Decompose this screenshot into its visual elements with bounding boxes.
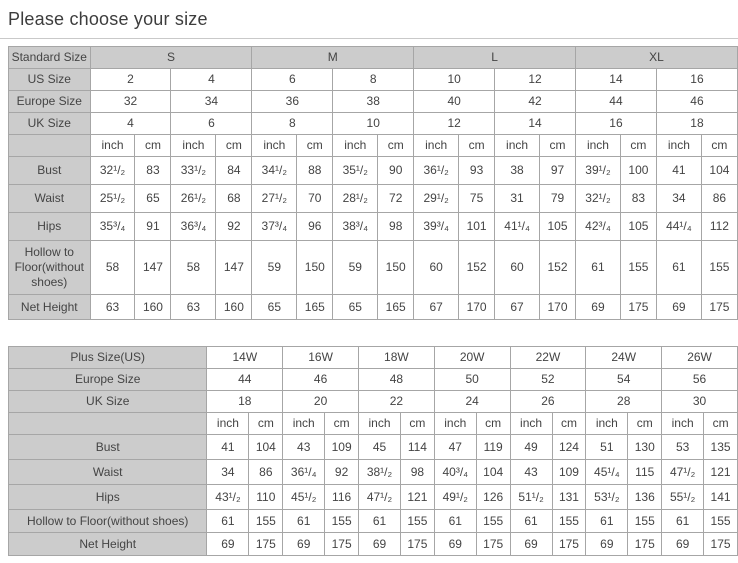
unit-cell: inch [495,135,540,157]
table-row [9,113,738,135]
row-label-cell: Net Height [9,533,207,556]
measurement-value-cell: 65 [135,185,171,213]
size-header-cell: 10 [333,113,414,135]
size-header-cell: 30 [662,391,738,413]
size-header-cell: 22W [510,347,586,369]
measurement-value-cell: 61 [434,510,476,533]
size-header-cell: 34 [171,91,252,113]
measurement-value-cell: 49 [510,435,552,460]
measurement-value-cell: 115 [628,460,662,485]
size-header-cell: 10 [414,69,495,91]
measurement-value-cell: 61 [510,510,552,533]
measurement-value-cell: 53 [662,435,704,460]
measurement-value-cell: 61 [207,510,249,533]
size-header-cell: 18W [358,347,434,369]
measurement-value-cell: 58 [90,241,135,295]
measurement-value-cell: 160 [135,295,171,320]
unit-cell: inch [586,413,628,435]
measurement-value-cell: 126 [476,485,510,510]
size-header-cell: 46 [283,369,359,391]
row-label-cell: Europe Size [9,91,91,113]
measurement-value-cell: 86 [701,185,737,213]
measurement-value-cell: 150 [378,241,414,295]
measurement-value-cell: 55¹/₂ [662,485,704,510]
measurement-value-cell: 47¹/₂ [358,485,400,510]
measurement-value-cell: 119 [476,435,510,460]
unit-cell: inch [656,135,701,157]
plus-size-table-body [9,347,738,556]
measurement-value-cell: 60 [495,241,540,295]
size-header-cell: 44 [207,369,283,391]
measurement-value-cell: 152 [540,241,576,295]
size-header-cell: 54 [586,369,662,391]
row-label-cell: Bust [9,435,207,460]
unit-cell: inch [171,135,216,157]
unit-cell: cm [620,135,656,157]
measurement-value-cell: 35¹/₂ [333,157,378,185]
measurement-value-cell: 175 [249,533,283,556]
table-row [9,185,738,213]
table-row [9,460,738,485]
measurement-value-cell: 104 [249,435,283,460]
measurement-value-cell: 155 [704,510,738,533]
size-header-cell: 14W [207,347,283,369]
size-header-cell: 16W [283,347,359,369]
measurement-value-cell: 41¹/₄ [495,213,540,241]
measurement-value-cell: 41 [656,157,701,185]
measurement-value-cell: 69 [586,533,628,556]
measurement-value-cell: 165 [297,295,333,320]
size-header-cell: 38 [333,91,414,113]
measurement-value-cell: 130 [628,435,662,460]
row-label-cell: Hollow to Floor(without shoes) [9,510,207,533]
measurement-value-cell: 39¹/₂ [576,157,621,185]
measurement-value-cell: 67 [414,295,459,320]
measurement-value-cell: 98 [378,213,414,241]
measurement-value-cell: 45 [358,435,400,460]
measurement-value-cell: 155 [476,510,510,533]
row-label-cell: UK Size [9,391,207,413]
unit-cell: inch [414,135,459,157]
measurement-value-cell: 43 [283,435,325,460]
size-header-cell: 8 [252,113,333,135]
size-header-cell: M [252,47,414,69]
unit-cell: cm [704,413,738,435]
measurement-value-cell: 33¹/₂ [171,157,216,185]
table-row [9,295,738,320]
unit-cell: cm [297,135,333,157]
unit-cell: cm [325,413,359,435]
size-header-cell: 16 [656,69,737,91]
measurement-value-cell: 51 [586,435,628,460]
measurement-value-cell: 96 [297,213,333,241]
measurement-value-cell: 43 [510,460,552,485]
measurement-value-cell: 43¹/₂ [207,485,249,510]
measurement-value-cell: 69 [662,533,704,556]
unit-cell: inch [207,413,249,435]
measurement-value-cell: 175 [701,295,737,320]
unit-cell: inch [252,135,297,157]
table-row [9,213,738,241]
size-header-cell: 40 [414,91,495,113]
size-header-cell: 18 [207,391,283,413]
measurement-value-cell: 63 [171,295,216,320]
row-label-cell: Hips [9,213,91,241]
table-row [9,91,738,113]
unit-cell: inch [576,135,621,157]
row-label-cell: Waist [9,460,207,485]
size-header-cell: XL [576,47,738,69]
measurement-value-cell: 65 [252,295,297,320]
measurement-value-cell: 61 [662,510,704,533]
measurement-value-cell: 38³/₄ [333,213,378,241]
size-header-cell: 20W [434,347,510,369]
measurement-value-cell: 35³/₄ [90,213,135,241]
row-label-cell: Hollow to Floor(without shoes) [9,241,91,295]
unit-cell: cm [459,135,495,157]
measurement-value-cell: 61 [283,510,325,533]
measurement-value-cell: 29¹/₂ [414,185,459,213]
measurement-value-cell: 105 [620,213,656,241]
measurement-value-cell: 109 [325,435,359,460]
unit-cell: cm [552,413,586,435]
size-header-cell: S [90,47,252,69]
measurement-value-cell: 155 [249,510,283,533]
size-header-cell: 26W [662,347,738,369]
size-header-cell: 8 [333,69,414,91]
measurement-value-cell: 105 [540,213,576,241]
unit-cell: cm [701,135,737,157]
measurement-value-cell: 59 [333,241,378,295]
measurement-value-cell: 114 [401,435,435,460]
table-row [9,69,738,91]
table-row [9,435,738,460]
table-row [9,413,738,435]
standard-size-table-body [9,47,738,320]
size-header-cell: 48 [358,369,434,391]
measurement-value-cell: 38 [495,157,540,185]
size-header-cell: 14 [576,69,657,91]
row-label-cell: Plus Size(US) [9,347,207,369]
unit-cell: inch [510,413,552,435]
measurement-value-cell: 147 [135,241,171,295]
measurement-value-cell: 141 [704,485,738,510]
size-header-cell: 6 [171,113,252,135]
size-header-cell: 18 [656,113,737,135]
measurement-value-cell: 63 [90,295,135,320]
measurement-value-cell: 150 [297,241,333,295]
measurement-value-cell: 32¹/₂ [576,185,621,213]
size-header-cell: 24W [586,347,662,369]
table-row [9,157,738,185]
measurement-value-cell: 59 [252,241,297,295]
measurement-value-cell: 44¹/₄ [656,213,701,241]
size-header-cell: 12 [414,113,495,135]
measurement-value-cell: 121 [401,485,435,510]
measurement-value-cell: 72 [378,185,414,213]
size-header-cell: 52 [510,369,586,391]
size-header-cell: 26 [510,391,586,413]
measurement-value-cell: 70 [297,185,333,213]
unit-cell: cm [476,413,510,435]
measurement-value-cell: 92 [325,460,359,485]
unit-cell: cm [628,413,662,435]
measurement-value-cell: 34¹/₂ [252,157,297,185]
measurement-value-cell: 97 [540,157,576,185]
measurement-value-cell: 98 [401,460,435,485]
row-label-cell: Bust [9,157,91,185]
measurement-value-cell: 61 [576,241,621,295]
measurement-value-cell: 61 [358,510,400,533]
table-row [9,510,738,533]
measurement-value-cell: 28¹/₂ [333,185,378,213]
row-label-cell [9,413,207,435]
measurement-value-cell: 170 [540,295,576,320]
size-header-cell: 16 [576,113,657,135]
measurement-value-cell: 86 [249,460,283,485]
measurement-value-cell: 69 [656,295,701,320]
measurement-value-cell: 175 [628,533,662,556]
measurement-value-cell: 69 [510,533,552,556]
size-header-cell: 36 [252,91,333,113]
measurement-value-cell: 155 [628,510,662,533]
size-header-cell: 24 [434,391,510,413]
measurement-value-cell: 93 [459,157,495,185]
size-header-cell: 44 [576,91,657,113]
title-divider [0,38,738,39]
measurement-value-cell: 175 [325,533,359,556]
measurement-value-cell: 135 [704,435,738,460]
table-row [9,369,738,391]
measurement-value-cell: 100 [620,157,656,185]
unit-cell: inch [358,413,400,435]
table-row [9,391,738,413]
measurement-value-cell: 49¹/₂ [434,485,476,510]
measurement-value-cell: 31 [495,185,540,213]
row-label-cell: Europe Size [9,369,207,391]
measurement-value-cell: 36¹/₄ [283,460,325,485]
measurement-value-cell: 42³/₄ [576,213,621,241]
measurement-value-cell: 175 [401,533,435,556]
table-row [9,135,738,157]
measurement-value-cell: 147 [216,241,252,295]
unit-cell: cm [540,135,576,157]
unit-cell: cm [401,413,435,435]
size-header-cell: 56 [662,369,738,391]
unit-cell: inch [662,413,704,435]
standard-size-table [8,46,738,320]
measurement-value-cell: 136 [628,485,662,510]
measurement-value-cell: 124 [552,435,586,460]
measurement-value-cell: 175 [704,533,738,556]
measurement-value-cell: 39³/₄ [414,213,459,241]
size-header-cell: 6 [252,69,333,91]
measurement-value-cell: 92 [216,213,252,241]
unit-cell: inch [283,413,325,435]
measurement-value-cell: 131 [552,485,586,510]
table-row [9,241,738,295]
measurement-value-cell: 155 [552,510,586,533]
measurement-value-cell: 155 [620,241,656,295]
plus-size-table [8,346,738,556]
measurement-value-cell: 83 [620,185,656,213]
measurement-value-cell: 61 [586,510,628,533]
measurement-value-cell: 69 [434,533,476,556]
measurement-value-cell: 160 [216,295,252,320]
measurement-value-cell: 155 [701,241,737,295]
measurement-value-cell: 155 [325,510,359,533]
measurement-value-cell: 155 [401,510,435,533]
measurement-value-cell: 47 [434,435,476,460]
size-header-cell: 4 [90,113,171,135]
measurement-value-cell: 40³/₄ [434,460,476,485]
table-row [9,47,738,69]
measurement-value-cell: 170 [459,295,495,320]
measurement-value-cell: 25¹/₂ [90,185,135,213]
measurement-value-cell: 34 [207,460,249,485]
unit-cell: inch [90,135,135,157]
measurement-value-cell: 121 [704,460,738,485]
measurement-value-cell: 69 [207,533,249,556]
measurement-value-cell: 36¹/₂ [414,157,459,185]
unit-cell: cm [216,135,252,157]
measurement-value-cell: 67 [495,295,540,320]
measurement-value-cell: 37³/₄ [252,213,297,241]
measurement-value-cell: 58 [171,241,216,295]
unit-cell: inch [434,413,476,435]
measurement-value-cell: 101 [459,213,495,241]
size-header-cell: 12 [495,69,576,91]
size-header-cell: 46 [656,91,737,113]
measurement-value-cell: 84 [216,157,252,185]
measurement-value-cell: 83 [135,157,171,185]
measurement-value-cell: 32¹/₂ [90,157,135,185]
size-header-cell: 22 [358,391,434,413]
measurement-value-cell: 41 [207,435,249,460]
unit-cell: cm [249,413,283,435]
table-row [9,485,738,510]
measurement-value-cell: 68 [216,185,252,213]
measurement-value-cell: 104 [701,157,737,185]
size-header-cell: 32 [90,91,171,113]
measurement-value-cell: 112 [701,213,737,241]
size-header-cell: 50 [434,369,510,391]
measurement-value-cell: 79 [540,185,576,213]
row-label-cell [9,135,91,157]
row-label-cell: Hips [9,485,207,510]
measurement-value-cell: 47¹/₂ [662,460,704,485]
measurement-value-cell: 175 [552,533,586,556]
measurement-value-cell: 60 [414,241,459,295]
measurement-value-cell: 38¹/₂ [358,460,400,485]
measurement-value-cell: 75 [459,185,495,213]
row-label-cell: Standard Size [9,47,91,69]
measurement-value-cell: 51¹/₂ [510,485,552,510]
unit-cell: inch [333,135,378,157]
measurement-value-cell: 26¹/₂ [171,185,216,213]
measurement-value-cell: 175 [620,295,656,320]
measurement-value-cell: 109 [552,460,586,485]
size-header-cell: 2 [90,69,171,91]
measurement-value-cell: 152 [459,241,495,295]
measurement-value-cell: 36³/₄ [171,213,216,241]
page-title: Please choose your size [8,9,208,29]
measurement-value-cell: 53¹/₂ [586,485,628,510]
row-label-cell: Waist [9,185,91,213]
size-header-cell: L [414,47,576,69]
measurement-value-cell: 91 [135,213,171,241]
size-header-cell: 14 [495,113,576,135]
measurement-value-cell: 61 [656,241,701,295]
size-header-cell: 4 [171,69,252,91]
size-header-cell: 42 [495,91,576,113]
size-header-cell: 28 [586,391,662,413]
measurement-value-cell: 69 [358,533,400,556]
measurement-value-cell: 45¹/₄ [586,460,628,485]
row-label-cell: Net Height [9,295,91,320]
measurement-value-cell: 90 [378,157,414,185]
table-row [9,533,738,556]
unit-cell: cm [135,135,171,157]
measurement-value-cell: 45¹/₂ [283,485,325,510]
measurement-value-cell: 65 [333,295,378,320]
measurement-value-cell: 165 [378,295,414,320]
measurement-value-cell: 104 [476,460,510,485]
row-label-cell: UK Size [9,113,91,135]
measurement-value-cell: 27¹/₂ [252,185,297,213]
measurement-value-cell: 69 [576,295,621,320]
measurement-value-cell: 110 [249,485,283,510]
measurement-value-cell: 34 [656,185,701,213]
unit-cell: cm [378,135,414,157]
measurement-value-cell: 69 [283,533,325,556]
table-row [9,347,738,369]
row-label-cell: US Size [9,69,91,91]
measurement-value-cell: 116 [325,485,359,510]
size-header-cell: 20 [283,391,359,413]
measurement-value-cell: 88 [297,157,333,185]
measurement-value-cell: 175 [476,533,510,556]
